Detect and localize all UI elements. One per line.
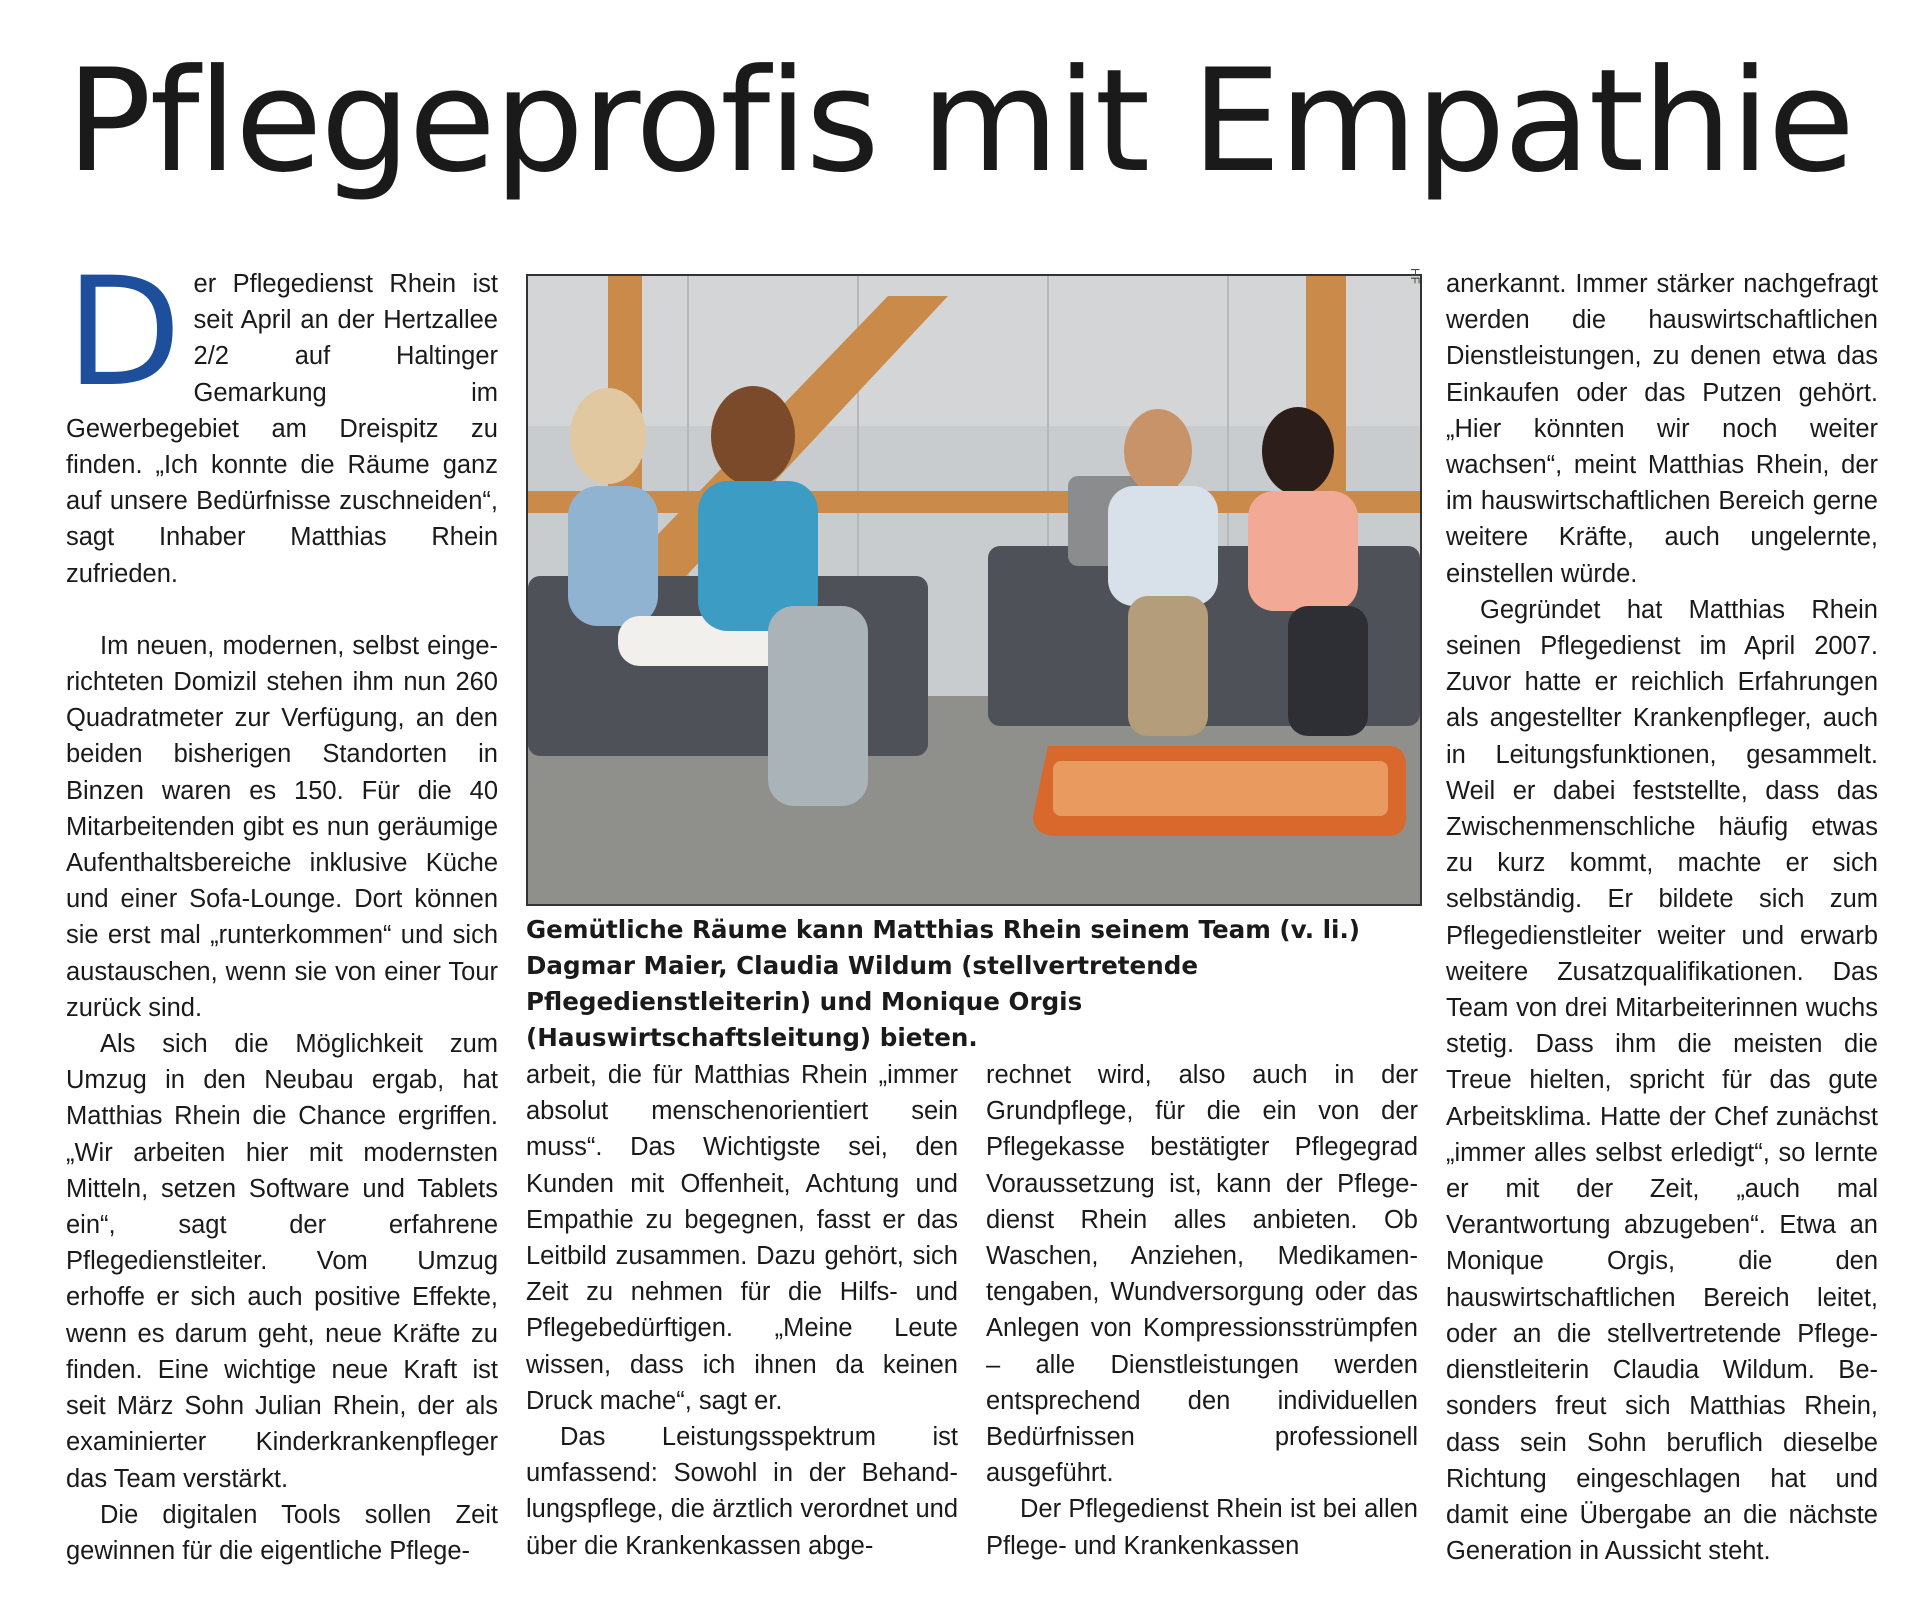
paragraph: arbeit, die für Matthias Rhein „immer absolut menschenorientiert sein muss“. Das Wichtigste sei, den Kunden mit Offenheit, Achtung und Empathie zu begegnen, fasst er das Leitbild zusammen. Dazu gehört, sich Zeit zu nehmen für die Hilfs- und Pflegebedürftigen. „Meine Leute wissen, dass ich ihnen da keinen Druck mache“, sagt er. — [526, 1061, 958, 1415]
paragraph: Als sich die Möglichkeit zum Umzug in den Neubau ergab, hat Matthias Rhein die Chance ergriffen. „Wir arbeiten hier mit modernsten Mitteln, setzen Software und Tablets ein“, sagt der erfahrene Pflegedienstleiter. Vom Umzug erhoffe er sich auch positive Effekte, wenn es darum geht, neue Kräfte zu finden. Eine wichtige neue Kraft ist seit März Sohn Julian Rhein, der als examinierter Kinderkrankenpfleger das Team verstärkt. — [66, 1030, 498, 1493]
paragraph: Das Leistungsspektrum ist umfassend: Sowohl in der Behandlungspflege, die ärztlich verordnet und über die Krankenkassen abge- — [526, 1423, 958, 1560]
photo-caption: Gemütliche Räume kann Matthias Rhein seinem Team (v. li.) Dagmar Maier, Claudia Wildum (stellvertretende Pflegedienstleiterin) und Monique Orgis (Hauswirtschaftsleitung) bieten. — [526, 915, 1361, 1052]
team-photo-illustration — [528, 276, 1420, 904]
photo-credit: HF — [1408, 268, 1422, 284]
team-photo — [526, 274, 1422, 906]
headline: Pflegeprofis mit Empathie — [66, 39, 1854, 204]
paragraph: rechnet wird, also auch in der Grundpflege, für die ein von der Pflegekasse bestätigter Pflegegrad Voraussetzung ist, kann der Pflegedienst Rhein alles anbieten. Ob Waschen, Anziehen, Medikamentengaben, Wundversorgung oder das Anlegen von Kompressionsstrümpfen – alle Dienstleistungen werden entsprechend den individuellen Bedürfnissen professionell ausgeführt. — [986, 1061, 1418, 1488]
paragraph: anerkannt. Immer stärker nachgefragt werden die hauswirtschaftlichen Dienstleistungen, zu denen etwa das Einkaufen oder das Putzen gehört. „Hier könnten wir noch weiter wachsen“, meint Matthias Rhein, der im hauswirtschaftlichen Bereich gerne weitere Kräfte, auch ungelernte, einstellen würde. — [1446, 270, 1878, 588]
paragraph: Die digitalen Tools sollen Zeit gewinnen für die eigentliche Pflege- — [66, 1500, 498, 1565]
paragraph: Der Pflegedienst Rhein ist bei allen Pflege- und Krankenkassen — [986, 1495, 1418, 1560]
article-column-4 — [1446, 266, 1878, 1569]
article-column-2 — [526, 1057, 958, 1564]
lead-paragraph: Der Pflegedienst Rhein ist seit April an der Hertzallee 2/2 auf Haltinger Gemarkung im Gewerbegebiet am Dreispitz zu finden. „Ich konnte die Räume ganz auf unsere Bedürfnisse zuschneiden“, sagt Inhaber Matthias Rhein zufrieden. — [66, 246, 498, 588]
article-column-3 — [986, 1057, 1418, 1564]
paragraph: Im neuen, modernen, selbst eingerichteten Domizil stehen ihm nun 260 Quadratmeter zur Verfügung, an den beiden bisherigen Standorten in Binzen waren es 150. Für die 40 Mitarbeitenden gibt es nun geräumige Aufenthaltsbereiche inklusive Küche und einer Sofa-Lounge. Dort können sie erst mal „runterkommen“ und sich austauschen, wenn sie von einer Tour zurück sind. — [66, 631, 498, 1022]
article-column-1 — [66, 246, 498, 1569]
dropcap: D — [66, 246, 182, 420]
paragraph: Gegründet hat Matthias Rhein seinen Pflegedienst im April 2007. Zuvor hatte er reichlich Erfahrungen als angestellter Krankenpfleger, auch in Leitungsfunktionen, gesammelt. Weil er dabei feststellte, dass das Zwischenmenschliche häufig etwas zu kurz kommt, machte er sich selbständig. Er bildete sich zum Pflegedienstleiter weiter und erwarb weitere Zusatzqualifikationen. Das Team von drei Mitarbeiterinnen wuchs stetig. Dass ihm die meisten die Treue hielten, spricht für das gute Arbeitsklima. Hatte der Chef zunächst „immer alles selbst erledigt“, so lernte er mit der Zeit, „auch mal Verantwortung abzugeben“. Etwa an Monique Orgis, die den hauswirtschaftlichen Bereich leitet, oder an die stellvertretende Pflegedienstleiterin Claudia Wildum. Besonders freut sich Matthias Rhein, dass sein Sohn beruflich dieselbe Richtung eingeschlagen hat und damit eine Übergabe an die nächste Generation in Aussicht steht. — [1446, 595, 1878, 1566]
